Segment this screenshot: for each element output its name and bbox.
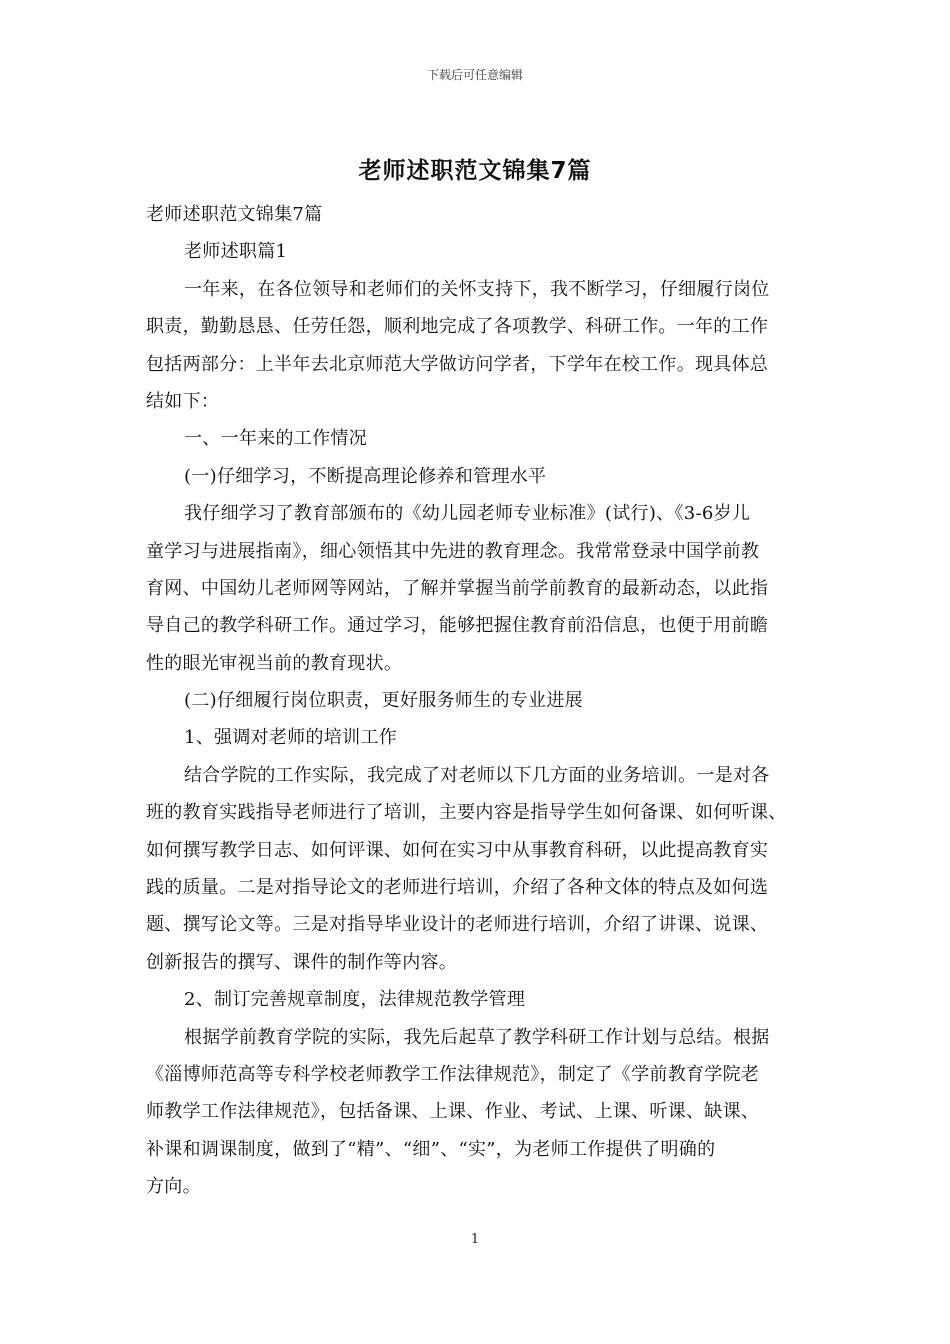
body-line: 如何撰写教学日志、如何评课、如何在实习中从事教育科研，以此提高教育实 (146, 839, 769, 861)
body-line: 结如下： (146, 390, 220, 412)
body-line: 创新报告的撰写、课件的制作等内容。 (146, 951, 458, 973)
body-line: 一年来，在各位领导和老师们的关怀支持下，我不断学习，仔细履行岗位 (184, 278, 770, 300)
subsection-heading: (一)仔细学习，不断提高理论修养和管理水平 (184, 465, 547, 487)
body-line: 补课和调课制度，做到了“精”、“细”、“实”，为老师工作提供了明确的 (146, 1138, 716, 1160)
body-line: 题、撰写论文等。三是对指导毕业设计的老师进行培训，介绍了讲课、说课、 (146, 914, 769, 936)
body-line: 班的教育实践指导老师进行了培训，主要内容是指导学生如何备课、如何听课、 (146, 802, 787, 824)
body-line: 老师述职范文锦集7篇 (146, 204, 323, 225)
body-line: 性的眼光审视当前的教育现状。 (146, 652, 403, 674)
body-line: 师教学工作法律规范》，包括备课、上课、作业、考试、上课、听课、缺课、 (146, 1101, 760, 1123)
item-heading: 1、强调对老师的培训工作 (184, 727, 398, 749)
body-line: 育网、中国幼儿老师网等网站，了解并掌握当前学前教育的最新动态，以此指 (146, 577, 769, 599)
body-line: 《淄博师范高等专科学校老师教学工作法律规范》，制定了《学前教育学院老 (146, 1063, 760, 1085)
item-heading: 2、制订完善规章制度，法律规范教学管理 (184, 989, 526, 1011)
subsection-heading: (二)仔细履行岗位职责，更好服务师生的专业进展 (184, 690, 583, 712)
body-line: 职责，勤勤恳恳、任劳任怨，顺利地完成了各项教学、科研工作。一年的工作 (146, 316, 769, 338)
page-number: 1 (470, 1232, 480, 1247)
body-line: 根据学前教育学院的实际，我先后起草了教学科研工作计划与总结。根据 (184, 1026, 770, 1048)
header-note: 下载后可任意编辑 (426, 68, 523, 82)
body-line: 方向。 (146, 1176, 201, 1198)
body-line: 结合学院的工作实际，我完成了对老师以下几方面的业务培训。一是对各 (184, 764, 770, 786)
section-heading: 一、一年来的工作情况 (184, 428, 367, 450)
body-line: 童学习与进展指南》，细心领悟其中先进的教育理念。我常常登录中国学前教 (146, 540, 760, 562)
body-line: 我仔细学习了教育部颁布的《幼儿园老师专业标准》(试行)、《3-6岁儿 (184, 503, 751, 525)
body-line: 导自己的教学科研工作。通过学习，能够把握住教育前沿信息，也便于用前瞻 (146, 615, 769, 637)
document-title: 老师述职范文锦集7篇 (358, 158, 592, 184)
body-line: 包括两部分：上半年去北京师范大学做访问学者，下学年在校工作。现具体总 (146, 353, 769, 375)
section-heading: 老师述职篇1 (184, 241, 288, 263)
body-line: 践的质量。二是对指导论文的老师进行培训，介绍了各种文体的特点及如何选 (146, 877, 769, 899)
document-body (146, 196, 816, 1206)
